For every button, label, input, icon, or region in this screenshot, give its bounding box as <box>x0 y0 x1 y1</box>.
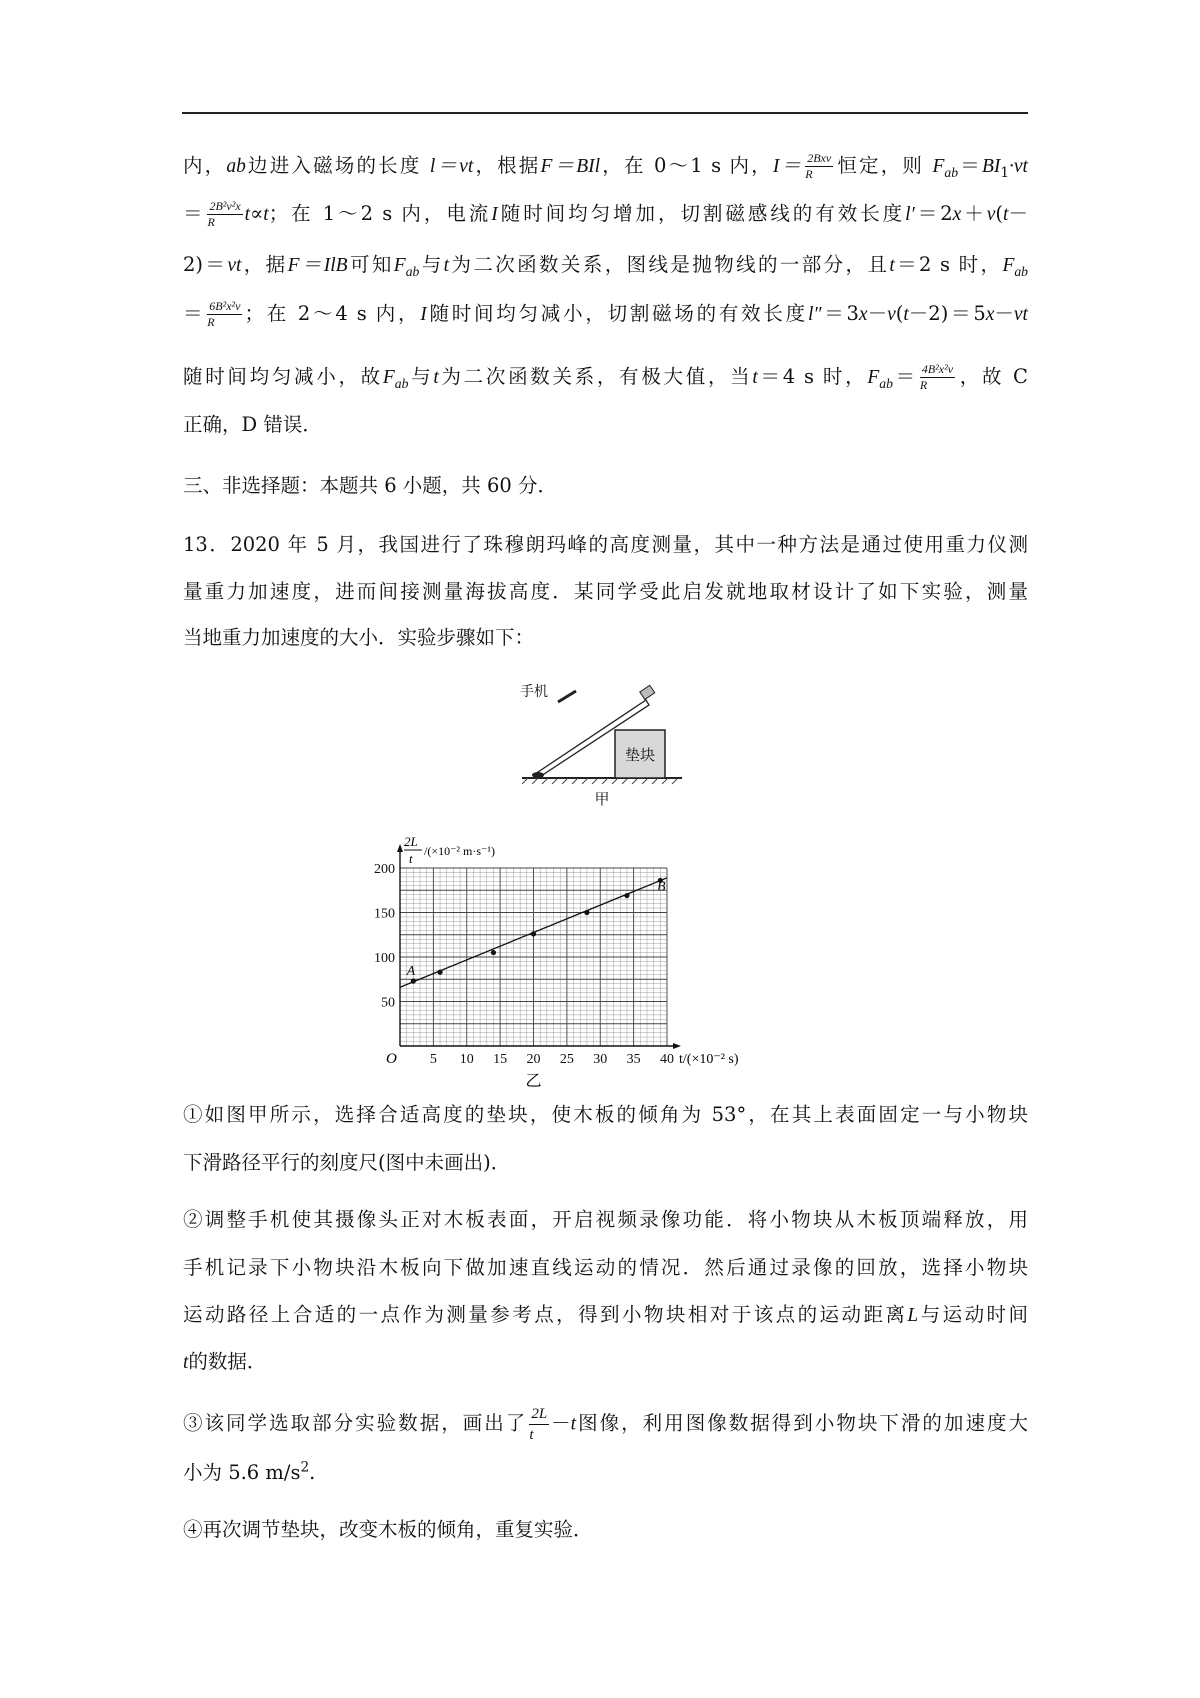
solution-line-6: 正确，D 错误． <box>183 413 322 436</box>
axes <box>397 844 681 1049</box>
step2-line-3: 运动路径上合适的一点作为测量参考点，得到小物块相对于该点的运动距离L与运动时间 <box>183 1303 1028 1326</box>
phone <box>558 691 576 702</box>
fraction: $\frac{\text{2B²v²x}}{R}$ <box>207 199 241 230</box>
step2-line-2: 手机记录下小物块沿木板向下做加速直线运动的情况．然后通过录像的回放，选择小物块 <box>183 1256 1028 1279</box>
figure-jia-caption: 甲 <box>594 792 610 808</box>
x-tick-label: 25 <box>559 1052 574 1067</box>
data-point <box>411 978 416 983</box>
y-label-denominator: t <box>409 851 413 866</box>
y-tick-label: 200 <box>374 862 395 877</box>
hinge <box>532 772 544 778</box>
solution-line-4: ＝ $\frac{\text{6B²x²v}}{R}$ ；在 2～4 s 内，I随时间均匀减小，切割磁场的有效长度l″＝3x－v(t－2)＝5x－vt <box>183 299 1028 330</box>
step3-line-1: ③该同学选取部分实验数据，画出了 $\frac{2L}{t}$ －t图像，利用图像数据得到小物块下滑的加速度大 <box>183 1406 1028 1443</box>
data-point <box>531 931 536 936</box>
y-label-unit: /(×10⁻² m·s⁻¹) <box>424 844 495 858</box>
x-tick-label: 10 <box>459 1052 474 1067</box>
fraction: $\frac{\text{4B²x²v}}{R}$ <box>919 362 954 393</box>
step1-line-2: 下滑路径平行的刻度尺(图中未画出)． <box>183 1151 511 1174</box>
x-axis-label: t/(×10⁻² s) <box>679 1052 739 1067</box>
section-header: 三、非选择题：本题共 6 小题，共 60 分． <box>183 474 558 497</box>
figure-yi-chart <box>374 834 840 1090</box>
top-rule <box>182 112 1028 114</box>
solution-line-2: ＝ $\frac{\text{2B²v²x}}{R}$ t∝t；在 1～2 s 内，电流I随时间均匀增加，切割磁感线的有效长度l′＝2x＋v(t－ <box>183 199 1028 230</box>
step1-line-1: ①如图甲所示，选择合适高度的垫块，使木板的倾角为 53°，在其上表面固定一与小物块 <box>183 1103 1028 1126</box>
data-point <box>624 893 629 898</box>
data-point <box>437 970 442 975</box>
pad-block-label: 垫块 <box>624 748 656 764</box>
fraction: $\frac{\text{2Bxv}}{R}$ <box>805 151 832 182</box>
step3-line-2: 小为 5.6 $m/s^2$. <box>183 1459 316 1484</box>
x-tick-label: 30 <box>593 1052 608 1067</box>
solution-line-3: 2)＝vt，据F＝IlB可知$F_{ab}$与t为二次函数关系，图线是抛物线的一部分，且t＝2 s 时，$F_{ab}$ <box>183 253 1028 279</box>
figure-yi-caption: 乙 <box>525 1073 542 1090</box>
fraction: $\frac{2L}{t}$ <box>529 1406 548 1443</box>
y-tick-label: 100 <box>374 951 395 966</box>
step2-line-4: t的数据． <box>183 1350 267 1373</box>
q13-line-1: 13．2020 年 5 月，我国进行了珠穆朗玛峰的高度测量，其中一种方法是通过使用重力仪测 <box>183 533 1028 556</box>
step4-line: ④再次调节垫块，改变木板的倾角，重复实验． <box>183 1518 593 1541</box>
point-label: A <box>406 963 416 979</box>
x-tick-label: 40 <box>660 1052 674 1067</box>
origin-label: O <box>386 1051 397 1067</box>
x-tick-label: 15 <box>493 1052 508 1067</box>
y-label-numerator: 2L <box>404 834 418 849</box>
phone-label: 手机 <box>520 685 548 700</box>
data-point <box>584 910 589 915</box>
data-point <box>491 950 496 955</box>
q13-line-3: 当地重力加速度的大小．实验步骤如下： <box>183 626 535 649</box>
step2-line-1: ②调整手机使其摄像头正对木板表面，开启视频录像功能．将小物块从木板顶端释放，用 <box>183 1208 1028 1231</box>
figure-jia <box>500 670 730 810</box>
y-tick-label: 50 <box>381 995 395 1011</box>
x-tick-label: 5 <box>429 1052 437 1067</box>
solution-line-5: 随时间均匀减小，故$F_{ab}$与t为二次函数关系，有极大值，当t＝4 s 时，$F_{ab}=$ $\frac{\text{4B²x²v}}{R}$ ，故 C <box>183 362 1028 393</box>
x-tick-label: 35 <box>626 1052 641 1067</box>
x-tick-label: 20 <box>526 1052 541 1067</box>
fraction: $\frac{\text{6B²x²v}}{R}$ <box>207 299 241 330</box>
solution-line-1: 内，ab边进入磁场的长度 l＝vt，根据F＝BIl，在 0～1 s 内，I＝ $\frac{\text{2Bxv}}{R}$ 恒定，则 $F_{ab}=BI_1\cdot vt$ <box>183 151 1028 182</box>
point-label: B <box>656 879 666 895</box>
y-axis-arrow <box>397 844 403 852</box>
q13-line-2: 量重力加速度，进而间接测量海拔高度．某同学受此启发就地取材设计了如下实验，测量 <box>183 580 1028 603</box>
y-axis-label <box>404 834 495 866</box>
small-block <box>640 685 655 699</box>
y-tick-label: 150 <box>374 906 395 922</box>
x-axis-arrow <box>673 1043 681 1049</box>
